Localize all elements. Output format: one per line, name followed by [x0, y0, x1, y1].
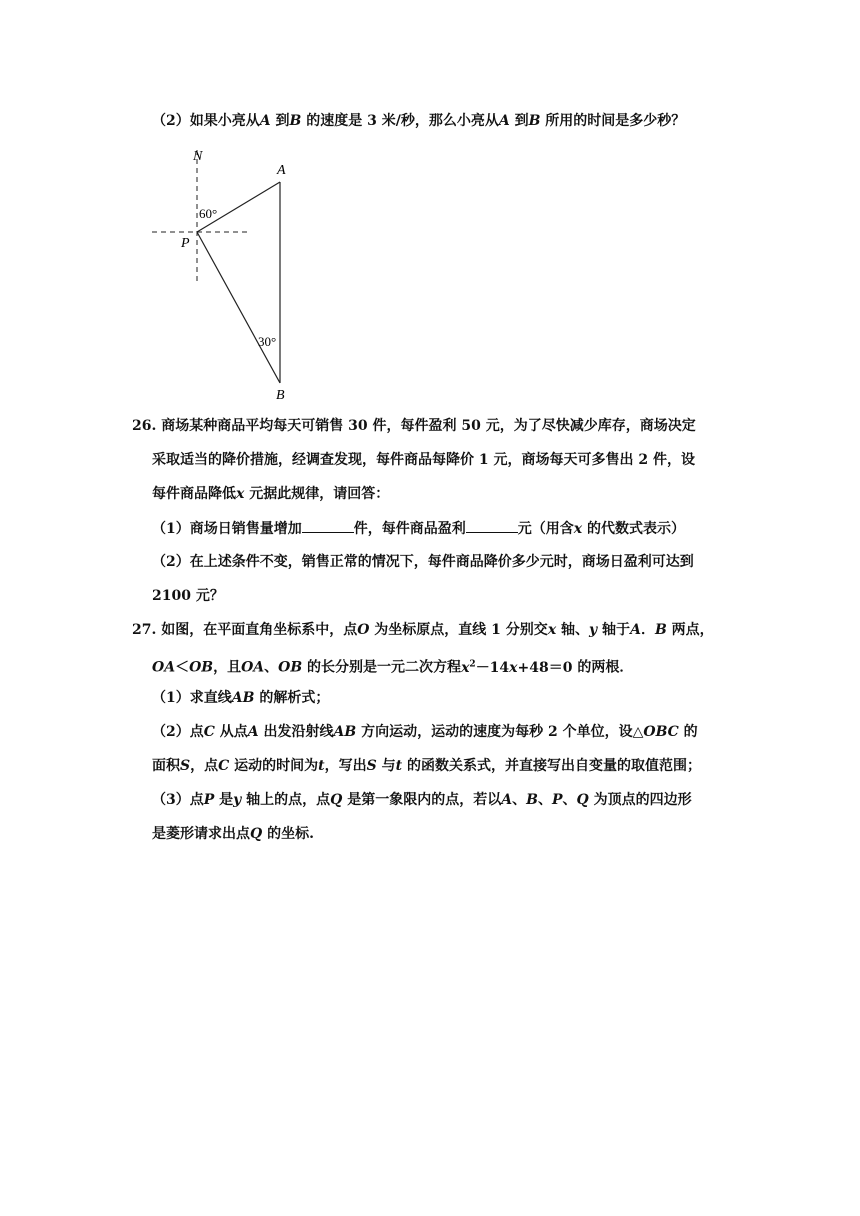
answer-blank-1[interactable] — [302, 518, 354, 533]
q26-line3: 每件商品降低x 元据此规律，请回答： — [152, 486, 390, 502]
label-b: B — [276, 388, 285, 403]
angle-60: 60° — [199, 206, 218, 221]
q26-part1: （1）商场日销售量增加 件，每件商品盈利 元（用含x 的代数式表示） — [152, 518, 685, 539]
q25-part2-text: （2）如果小亮从A 到B 的速度是 3 米/秒，那么小亮从A 到B 所用的时间是多少秒？ — [152, 113, 686, 129]
q27-part2-line1: （2）点C 从点A 出发沿射线AB 方向运动，运动的速度为每秒 2 个单位，设△OBC 的 — [152, 724, 698, 740]
q26-line1: 26. 商场某种商品平均每天可销售 30 件，每件盈利 50 元，为了尽快减少库存，商场决定 — [132, 418, 696, 434]
label-n: N — [193, 149, 203, 164]
q26-part2-line2: 2100 元？ — [152, 588, 224, 604]
angle-30: 30° — [258, 334, 277, 349]
q27-part2-line2: 面积S，点C 运动的时间为t，写出S 与t 的函数关系式，并直接写出自变量的取值范围； — [152, 758, 701, 774]
label-a: A — [277, 163, 286, 178]
segment-pb — [197, 232, 280, 383]
quadratic-equation: $x^2-14x+48=0$ — [461, 659, 573, 676]
geometry-figure — [140, 140, 320, 405]
q26-line2: 采取适当的降价措施，经调查发现，每件商品每降价 1 元，商场每天可多售出 2 件，设 — [152, 452, 695, 468]
q27-line1: 27. 如图，在平面直角坐标系中，点O 为坐标原点，直线 1 分别交x 轴、y 轴于A．B 两点， — [132, 622, 714, 638]
q27-line2: OA＜OB，且OA、OB 的长分别是一元二次方程$x^2-14x+48=0$ 的两根． — [152, 659, 634, 676]
q26-part2-line1: （2）在上述条件不变，销售正常的情况下，每件商品降价多少元时，商场日盈利可达到 — [152, 554, 694, 570]
part-number: （2） — [152, 113, 190, 129]
q27-part3-line1: （3）点P 是y 轴上的点，点Q 是第一象限内的点，若以A、B、P、Q 为顶点的四边形 — [152, 792, 692, 808]
q27-part1: （1）求直线AB 的解析式； — [152, 690, 330, 706]
q27-part3-line2: 是菱形请求出点Q 的坐标. — [152, 826, 314, 842]
answer-blank-2[interactable] — [466, 518, 518, 533]
label-p: P — [181, 236, 190, 251]
